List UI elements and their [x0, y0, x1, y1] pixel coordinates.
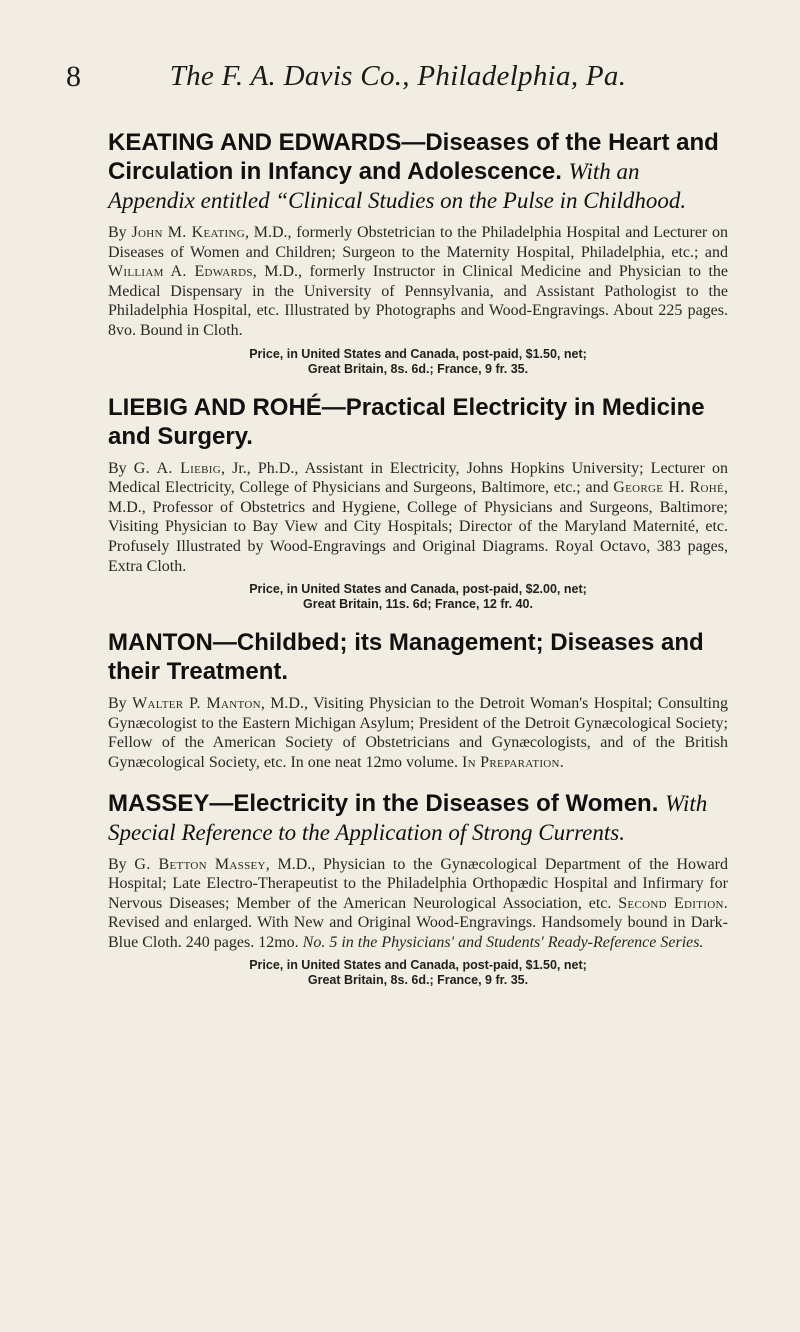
- title-main: KEATING AND EDWARDS—Diseases of the Heart and Circulation in Infancy and Adolescence.: [108, 129, 719, 185]
- title-subtitle: With an Appendix entitled “Clinical Studies on the Pulse in Childhood.: [108, 159, 687, 213]
- title-main: LIEBIG AND ROHÉ—Practical Electricity in Medicine and Surgery.: [108, 393, 705, 450]
- price-line: Great Britain, 8s. 6d.; France, 9 fr. 35.: [307, 361, 529, 376]
- author-name: John M. Keating: [131, 224, 246, 241]
- price-line: Price, in United States and Canada, post-paid, $1.50, net;: [249, 958, 587, 973]
- book-entry-keating-edwards: [108, 128, 728, 377]
- price-line: Great Britain, 8s. 6d.; France, 9 fr. 35.: [307, 973, 529, 988]
- series-note: No. 5 in the Physicians' and Students' Ready-Reference Series.: [302, 933, 704, 951]
- entry-title: [108, 789, 728, 847]
- author-credentials: , M.D., Physician to the Gynæcological Department of the Howard Hospital; Late Electro-Therapeutist to the Philadelphia Orthopædic Hospital and Infirmary for Nervous Diseases; Member of the American Neurological Association, etc.: [108, 855, 728, 912]
- price-line: Price, in United States and Canada, post-paid, $1.50, net;: [249, 346, 587, 361]
- author-credentials: , M.D., formerly Obstetrician to the Philadelphia Hospital and Lecturer on Diseases of Women and Children; Surgeon to the Maternity Hospital, Philadelphia, etc.; and: [108, 224, 729, 261]
- price-line: Great Britain, 11s. 6d; France, 12 fr. 40.: [303, 597, 533, 612]
- entry-description: [108, 459, 728, 577]
- title-main: MASSEY—Electricity in the Diseases of Women.: [108, 789, 659, 817]
- page-title: The F. A. Davis Co., Philadelphia, Pa.: [169, 60, 627, 92]
- title-subtitle: With Special Reference to the Application of Strong Currents.: [108, 790, 708, 845]
- by-label: By: [108, 855, 135, 873]
- author-name: William A. Edwards: [108, 263, 253, 281]
- entry-description: [108, 223, 728, 341]
- author-name: Walter P. Manton: [132, 695, 261, 713]
- entry-description: [108, 694, 728, 772]
- publication-status: In Preparation.: [461, 753, 565, 771]
- book-details: , M.D., Professor of Obstetrics and Hygiene, College of Physicians and Surgeons, Baltimore; Visiting Physician to Bay View and City Hospitals; Director of the Maryland Maternité, etc. Profusely Illustrated by Wood-Engravings and Original Diagrams. Royal Octavo, 383 pages, Extra Cloth.: [108, 479, 728, 575]
- page-number: 8: [66, 60, 81, 93]
- entry-title: [108, 628, 728, 686]
- by-label: By: [108, 459, 134, 477]
- author-credentials: , M.D., Visiting Physician to the Detroit Woman's Hospital; Consulting Gynæcologist to the Eastern Michigan Asylum; President of the Detroit Gynæcological Society; Fellow of the American Society of Obstetricians and Gynæcologists, and of the British Gynæcological Society, etc. In one neat 12mo volume.: [108, 695, 728, 771]
- running-head: [66, 60, 730, 100]
- book-entries: [108, 128, 728, 1004]
- author-name: George H. Rohé: [613, 479, 724, 497]
- entry-title: [108, 128, 728, 215]
- book-details: , M.D., formerly Instructor in Clinical Medicine and Physician to the Medical Dispensary in the University of Pennsylvania, and Assistant Pathologist to the Philadelphia Hospital, etc. Illustrated by Photographs and Wood-Engravings. About 225 pages. 8vo. Bound in Cloth.: [108, 263, 729, 339]
- entry-description: [108, 855, 728, 953]
- book-details: Revised and enlarged. With New and Original Wood-Engravings. Handsomely bound in Dark-Blue Cloth. 240 pages. 12mo.: [108, 914, 728, 951]
- by-label: By: [108, 695, 133, 713]
- edition-label: Second Edition.: [618, 894, 729, 912]
- price-line: Price, in United States and Canada, post-paid, $2.00, net;: [249, 582, 587, 597]
- book-entry-massey: [108, 789, 728, 989]
- book-entry-liebig-rohe: [108, 393, 728, 613]
- author-name: G. A. Liebig: [133, 459, 221, 477]
- entry-title: [108, 393, 728, 451]
- book-entry-manton: [108, 628, 728, 772]
- author-credentials: , Jr., Ph.D., Assistant in Electricity, Johns Hopkins University; Lecturer on Medical Electricity, College of Physicians and Surgeons, Baltimore, etc.; and: [108, 459, 728, 497]
- by-label: By: [108, 224, 132, 241]
- title-main: MANTON—Childbed; its Management; Diseases and their Treatment.: [108, 629, 704, 686]
- author-name: G. Betton Massey: [134, 855, 266, 873]
